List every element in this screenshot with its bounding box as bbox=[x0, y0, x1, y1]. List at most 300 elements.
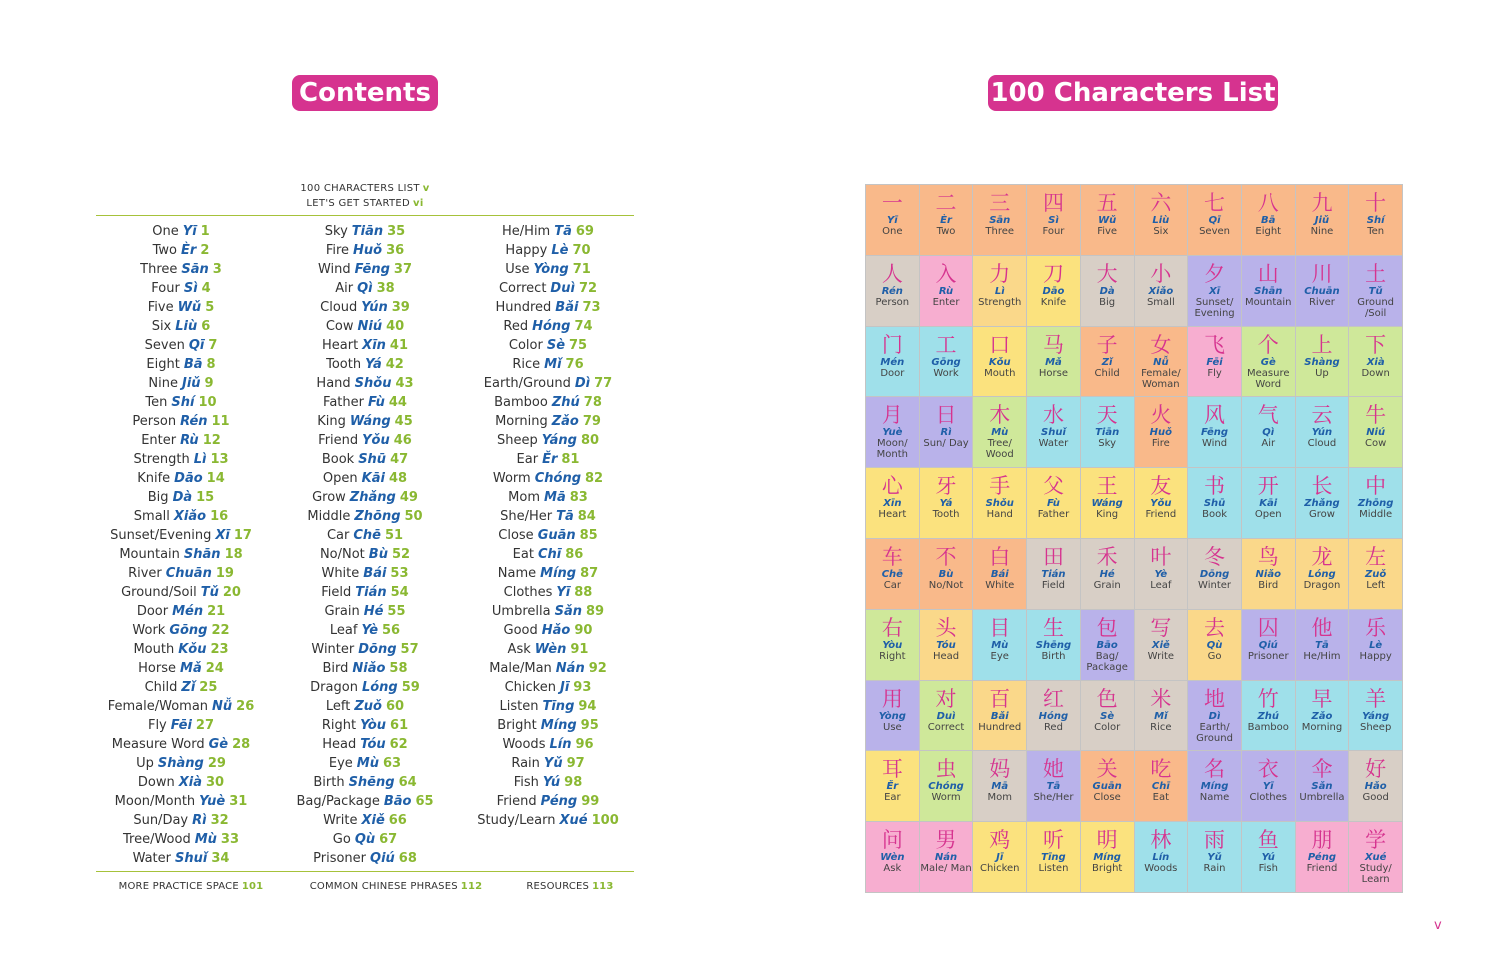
toc-entry[interactable] bbox=[462, 317, 634, 336]
character-cell bbox=[1027, 468, 1080, 538]
character-english: Tree/ Wood bbox=[985, 438, 1014, 461]
toc-entry[interactable] bbox=[280, 564, 450, 583]
toc-entry-page: 19 bbox=[215, 566, 234, 581]
toc-entry-english: Red bbox=[503, 319, 529, 334]
toc-entry[interactable] bbox=[462, 260, 634, 279]
character-english: Earth/ Ground bbox=[1196, 721, 1233, 744]
back-matter-item[interactable] bbox=[96, 881, 286, 892]
top-divider bbox=[96, 215, 634, 216]
toc-entry[interactable] bbox=[462, 697, 634, 716]
toc-entry[interactable] bbox=[96, 811, 266, 830]
toc-entry[interactable] bbox=[280, 849, 450, 868]
toc-entry-pinyin: Kǒu bbox=[178, 642, 207, 657]
toc-entry-pinyin: Xiǎo bbox=[173, 509, 207, 524]
toc-entry[interactable] bbox=[96, 583, 266, 602]
character-pinyin: Jī bbox=[996, 852, 1004, 864]
toc-entry[interactable] bbox=[96, 488, 266, 507]
character-cell bbox=[866, 539, 919, 609]
character-pinyin: Qù bbox=[1206, 639, 1223, 651]
toc-entry-page: 5 bbox=[205, 300, 215, 315]
toc-entry-page: 28 bbox=[232, 737, 251, 752]
character-cell bbox=[1188, 822, 1241, 892]
toc-entry[interactable] bbox=[462, 469, 634, 488]
toc-entry[interactable] bbox=[96, 697, 266, 716]
character-glyph: 听 bbox=[1042, 828, 1064, 853]
toc-entry[interactable] bbox=[280, 830, 450, 849]
toc-entry[interactable] bbox=[280, 678, 450, 697]
toc-entry-pinyin: Dì bbox=[574, 376, 591, 391]
toc-entry-english: Umbrella bbox=[491, 604, 551, 619]
character-cell bbox=[866, 610, 919, 680]
toc-entry[interactable] bbox=[96, 431, 266, 450]
character-cell bbox=[1242, 256, 1295, 326]
toc-entry[interactable] bbox=[280, 298, 450, 317]
character-pinyin: Rù bbox=[938, 285, 954, 297]
toc-entry-english: Male/Man bbox=[489, 661, 552, 676]
toc-entry[interactable] bbox=[280, 697, 450, 716]
toc-entry-pinyin: Rén bbox=[180, 414, 208, 429]
character-english: Two bbox=[936, 226, 956, 237]
toc-entry[interactable] bbox=[96, 792, 266, 811]
toc-entry-english: Name bbox=[497, 566, 537, 581]
toc-entry-pinyin: Dāo bbox=[174, 471, 203, 486]
character-glyph: 马 bbox=[1042, 332, 1064, 357]
character-cell bbox=[866, 822, 919, 892]
character-glyph: 子 bbox=[1096, 332, 1118, 357]
toc-entry[interactable] bbox=[280, 545, 450, 564]
toc-entry[interactable] bbox=[96, 735, 266, 754]
toc-entry-page: 73 bbox=[582, 300, 601, 315]
toc-entry-english: Use bbox=[505, 262, 530, 277]
character-pinyin: Sān bbox=[989, 215, 1011, 226]
character-english: Middle bbox=[1359, 509, 1393, 521]
toc-entry[interactable] bbox=[462, 336, 634, 355]
character-cell bbox=[1081, 539, 1134, 609]
toc-entry[interactable] bbox=[462, 279, 634, 298]
toc-entry[interactable] bbox=[96, 773, 266, 792]
character-glyph: 色 bbox=[1096, 686, 1118, 711]
toc-entry-english: Prisoner bbox=[313, 851, 367, 866]
toc-entry[interactable] bbox=[280, 659, 450, 678]
toc-entry[interactable] bbox=[96, 602, 266, 621]
toc-entry-pinyin: Mā bbox=[544, 490, 566, 505]
character-cell bbox=[973, 539, 1026, 609]
toc-entry[interactable] bbox=[462, 374, 634, 393]
character-glyph: 吃 bbox=[1150, 757, 1172, 782]
character-pinyin: Sǎn bbox=[1311, 781, 1333, 793]
character-cell bbox=[1188, 539, 1241, 609]
character-pinyin: Mā bbox=[991, 781, 1009, 793]
character-glyph: 刀 bbox=[1042, 261, 1064, 286]
character-cell bbox=[920, 327, 973, 397]
character-english: Happy bbox=[1359, 650, 1392, 662]
toc-entry-pinyin: Tián bbox=[355, 585, 387, 600]
toc-entry[interactable] bbox=[280, 811, 450, 830]
character-english: Enter bbox=[932, 296, 960, 308]
toc-entry[interactable] bbox=[280, 431, 450, 450]
toc-entry-pinyin: Tīng bbox=[542, 699, 575, 714]
character-cell bbox=[1135, 468, 1188, 538]
character-english: Left bbox=[1366, 580, 1386, 591]
toc-entry[interactable] bbox=[280, 773, 450, 792]
character-glyph: 目 bbox=[989, 615, 1011, 640]
toc-entry[interactable] bbox=[462, 621, 634, 640]
toc-entry-pinyin: Huǒ bbox=[353, 243, 383, 258]
toc-entry[interactable] bbox=[96, 678, 266, 697]
character-glyph: 长 bbox=[1311, 474, 1333, 499]
toc-entry-pinyin: Mǐ bbox=[544, 357, 562, 372]
character-glyph: 月 bbox=[881, 403, 903, 428]
character-cell bbox=[920, 256, 973, 326]
character-pinyin: Huǒ bbox=[1149, 427, 1173, 439]
character-cell bbox=[1081, 185, 1134, 255]
front-matter-item[interactable] bbox=[96, 198, 634, 209]
toc-entry-pinyin: Bái bbox=[363, 566, 387, 581]
character-english: Book bbox=[1202, 509, 1227, 521]
toc-entry-english: Field bbox=[321, 585, 352, 600]
character-pinyin: Chuān bbox=[1304, 285, 1340, 297]
character-glyph: 雨 bbox=[1204, 828, 1226, 853]
character-glyph: 父 bbox=[1042, 474, 1064, 499]
toc-entry-english: Father bbox=[323, 395, 364, 410]
toc-entry-page: 39 bbox=[391, 300, 410, 315]
toc-entry[interactable] bbox=[280, 583, 450, 602]
character-english: Friend bbox=[1145, 509, 1177, 521]
character-glyph: 生 bbox=[1042, 615, 1064, 640]
toc-entry-page: 26 bbox=[236, 699, 255, 714]
character-glyph: 红 bbox=[1042, 686, 1064, 711]
toc-entry[interactable] bbox=[462, 431, 634, 450]
toc-entry[interactable] bbox=[462, 773, 634, 792]
toc-entry[interactable] bbox=[462, 754, 634, 773]
character-pinyin: Ěr bbox=[886, 781, 899, 793]
toc-entry-page: 93 bbox=[573, 680, 592, 695]
toc-entry-pinyin: Yuè bbox=[199, 794, 226, 809]
character-glyph: 五 bbox=[1096, 191, 1118, 215]
toc-entry[interactable] bbox=[462, 678, 634, 697]
toc-entry-pinyin: Gè bbox=[208, 737, 229, 752]
character-pinyin: Zǐ bbox=[1101, 356, 1113, 368]
character-glyph: 包 bbox=[1096, 615, 1118, 640]
toc-entry[interactable] bbox=[462, 583, 634, 602]
toc-entry-page: 83 bbox=[569, 490, 588, 505]
character-cell bbox=[1188, 468, 1241, 538]
toc-entry[interactable] bbox=[96, 412, 266, 431]
toc-entry-pinyin: Yī bbox=[182, 224, 197, 239]
toc-entry-pinyin: Kāi bbox=[361, 471, 385, 486]
character-english: Air bbox=[1261, 438, 1276, 450]
toc-entry[interactable] bbox=[96, 564, 266, 583]
back-matter-label: RESOURCES bbox=[526, 881, 590, 892]
character-pinyin: Shǒu bbox=[985, 498, 1014, 510]
toc-entry-english: Book bbox=[321, 452, 355, 467]
toc-entry-english: She/Her bbox=[500, 509, 553, 524]
toc-entry-english: Five bbox=[147, 300, 174, 315]
character-pinyin: Tǔ bbox=[1368, 285, 1383, 297]
toc-entry-page: 40 bbox=[386, 319, 405, 334]
toc-entry-english: Chicken bbox=[504, 680, 556, 695]
toc-entry-pinyin: Bā bbox=[183, 357, 203, 372]
character-pinyin: Èr bbox=[940, 215, 952, 226]
character-english: Prisoner bbox=[1247, 650, 1289, 662]
character-pinyin: Rén bbox=[881, 285, 903, 297]
character-glyph: 女 bbox=[1150, 332, 1172, 357]
toc-entry-page: 2 bbox=[200, 243, 210, 258]
toc-entry[interactable] bbox=[96, 393, 266, 412]
character-glyph: 百 bbox=[989, 686, 1011, 711]
toc-entry[interactable] bbox=[96, 659, 266, 678]
toc-entry[interactable] bbox=[462, 393, 634, 412]
toc-entry[interactable] bbox=[96, 545, 266, 564]
toc-entry-page: 11 bbox=[211, 414, 230, 429]
toc-entry[interactable] bbox=[462, 298, 634, 317]
toc-entry-page: 14 bbox=[206, 471, 225, 486]
toc-entry[interactable] bbox=[462, 450, 634, 469]
toc-entry[interactable] bbox=[462, 792, 634, 811]
toc-entry-pinyin: Qī bbox=[188, 338, 205, 353]
character-pinyin: Nán bbox=[934, 852, 958, 864]
toc-entry[interactable] bbox=[280, 355, 450, 374]
toc-entry[interactable] bbox=[280, 412, 450, 431]
toc-entry-pinyin: Fēng bbox=[354, 262, 390, 277]
character-english: Knife bbox=[1040, 296, 1067, 308]
toc-entry[interactable] bbox=[96, 716, 266, 735]
character-glyph: 友 bbox=[1150, 474, 1172, 499]
toc-entry[interactable] bbox=[280, 393, 450, 412]
character-pinyin: Mǐ bbox=[1154, 710, 1168, 722]
toc-entry-english: Head bbox=[322, 737, 357, 752]
toc-entry[interactable] bbox=[96, 830, 266, 849]
toc-entry-pinyin: Shuǐ bbox=[175, 851, 208, 866]
toc-entry-page: 22 bbox=[211, 623, 230, 638]
toc-entry[interactable] bbox=[462, 602, 634, 621]
back-matter-page: 113 bbox=[592, 881, 614, 892]
toc-entry[interactable] bbox=[280, 792, 450, 811]
character-cell bbox=[1135, 397, 1188, 467]
toc-entry-english: Eight bbox=[146, 357, 180, 372]
toc-entry[interactable] bbox=[462, 811, 634, 830]
toc-entry[interactable] bbox=[280, 241, 450, 260]
toc-entry[interactable] bbox=[280, 222, 450, 241]
character-cell bbox=[920, 468, 973, 538]
toc-entry[interactable] bbox=[96, 317, 266, 336]
toc-entry[interactable] bbox=[280, 260, 450, 279]
toc-entry-page: 17 bbox=[233, 528, 252, 543]
toc-entry[interactable] bbox=[280, 754, 450, 773]
toc-entry[interactable] bbox=[280, 488, 450, 507]
toc-entry[interactable] bbox=[280, 374, 450, 393]
character-pinyin: Zhǎng bbox=[1304, 498, 1340, 510]
toc-entry-page: 60 bbox=[386, 699, 405, 714]
toc-entry[interactable] bbox=[280, 469, 450, 488]
toc-entry-page: 27 bbox=[195, 718, 215, 733]
toc-entry-english: Sheep bbox=[496, 433, 538, 448]
character-cell bbox=[1296, 822, 1349, 892]
character-pinyin: Wǔ bbox=[1098, 215, 1117, 226]
toc-entry-pinyin: Tā bbox=[554, 224, 572, 239]
character-pinyin: Yǒu bbox=[1150, 498, 1172, 510]
character-cell bbox=[920, 397, 973, 467]
character-pinyin: Dì bbox=[1208, 710, 1221, 722]
character-glyph: 力 bbox=[989, 261, 1011, 286]
character-cell bbox=[1296, 397, 1349, 467]
toc-entry[interactable] bbox=[96, 260, 266, 279]
toc-entry[interactable] bbox=[96, 298, 266, 317]
toc-entry-page: 13 bbox=[210, 452, 229, 467]
toc-entry-english: Earth/Ground bbox=[483, 376, 571, 391]
toc-entry-pinyin: Ěr bbox=[542, 452, 558, 467]
character-pinyin: Lóng bbox=[1308, 569, 1336, 580]
character-cell bbox=[1242, 681, 1295, 751]
toc-entry-page: 37 bbox=[393, 262, 412, 277]
character-glyph: 气 bbox=[1257, 403, 1279, 428]
toc-entry[interactable] bbox=[462, 735, 634, 754]
back-matter-page: 101 bbox=[241, 881, 264, 892]
toc-entry[interactable] bbox=[462, 640, 634, 659]
toc-entry-english: Study/Learn bbox=[477, 813, 556, 828]
character-english: Six bbox=[1153, 226, 1169, 237]
character-english: Down bbox=[1361, 367, 1390, 379]
character-pinyin: Sì bbox=[1048, 215, 1059, 226]
toc-entry[interactable] bbox=[280, 621, 450, 640]
toc-entry-page: 8 bbox=[206, 357, 216, 372]
front-matter-item[interactable] bbox=[96, 183, 634, 194]
character-english: Go bbox=[1207, 650, 1222, 662]
character-glyph: 六 bbox=[1150, 191, 1172, 215]
character-glyph: 白 bbox=[989, 545, 1011, 569]
toc-entry-pinyin: Jiǔ bbox=[181, 376, 201, 391]
character-glyph: 中 bbox=[1365, 474, 1387, 499]
character-pinyin: Péng bbox=[1307, 852, 1336, 864]
character-pinyin: Yú bbox=[1261, 852, 1275, 864]
toc-entry[interactable] bbox=[280, 507, 450, 526]
toc-entry[interactable] bbox=[462, 716, 634, 735]
character-glyph: 门 bbox=[881, 332, 903, 357]
toc-entry[interactable] bbox=[96, 621, 266, 640]
toc-entry[interactable] bbox=[462, 545, 634, 564]
toc-entry-page: 90 bbox=[574, 623, 593, 638]
toc-entry-pinyin: Mǎ bbox=[180, 661, 202, 676]
toc-entry-english: Leaf bbox=[329, 623, 358, 638]
toc-entry[interactable] bbox=[462, 355, 634, 374]
character-cell bbox=[973, 256, 1026, 326]
toc-entry-pinyin: Chóng bbox=[534, 471, 582, 486]
character-pinyin: Wáng bbox=[1091, 498, 1123, 510]
toc-entry[interactable] bbox=[462, 222, 634, 241]
toc-entry[interactable] bbox=[280, 279, 450, 298]
toc-entry-pinyin: Shí bbox=[171, 395, 195, 410]
toc-entry-page: 88 bbox=[574, 585, 593, 600]
toc-entry-english: Winter bbox=[311, 642, 355, 657]
toc-entry[interactable] bbox=[96, 241, 266, 260]
toc-entry[interactable] bbox=[96, 640, 266, 659]
toc-entry[interactable] bbox=[462, 526, 634, 545]
toc-entry[interactable] bbox=[280, 640, 450, 659]
toc-entry[interactable] bbox=[462, 412, 634, 431]
character-english: Open bbox=[1254, 509, 1282, 521]
toc-entry-page: 52 bbox=[391, 547, 411, 562]
character-glyph: 衣 bbox=[1257, 757, 1279, 782]
back-matter-item[interactable] bbox=[296, 881, 496, 892]
character-pinyin: Chī bbox=[1151, 781, 1170, 793]
toc-entry-pinyin: Yá bbox=[365, 357, 382, 372]
toc-entry[interactable] bbox=[462, 564, 634, 583]
toc-entry[interactable] bbox=[96, 279, 266, 298]
character-glyph: 用 bbox=[881, 686, 903, 711]
character-glyph: 小 bbox=[1150, 261, 1172, 286]
toc-entry[interactable] bbox=[96, 450, 266, 469]
toc-entry-english: Friend bbox=[496, 794, 537, 809]
toc-entry-page: 97 bbox=[566, 756, 585, 771]
toc-entry-page: 67 bbox=[379, 832, 398, 847]
toc-entry[interactable] bbox=[280, 450, 450, 469]
character-english: Bird bbox=[1258, 580, 1279, 591]
character-english: Worm bbox=[931, 792, 961, 804]
character-glyph: 个 bbox=[1257, 332, 1279, 357]
toc-entry[interactable] bbox=[96, 355, 266, 374]
toc-entry[interactable] bbox=[96, 469, 266, 488]
character-cell bbox=[920, 539, 973, 609]
character-english: River bbox=[1308, 296, 1335, 308]
character-pinyin: Niú bbox=[1366, 427, 1386, 439]
toc-entry[interactable] bbox=[462, 659, 634, 678]
character-glyph: 鸟 bbox=[1257, 545, 1279, 569]
toc-entry[interactable] bbox=[280, 735, 450, 754]
toc-entry[interactable] bbox=[280, 526, 450, 545]
character-glyph: 地 bbox=[1204, 686, 1226, 711]
toc-entry[interactable] bbox=[462, 488, 634, 507]
toc-entry-english: Good bbox=[503, 623, 538, 638]
toc-entry-page: 100 bbox=[591, 813, 619, 828]
character-cell bbox=[866, 468, 919, 538]
toc-entry[interactable] bbox=[96, 222, 266, 241]
character-glyph: 头 bbox=[935, 615, 957, 640]
toc-entry[interactable] bbox=[96, 374, 266, 393]
page-number: v bbox=[1434, 918, 1442, 933]
toc-entry[interactable] bbox=[462, 507, 634, 526]
character-pinyin: Dà bbox=[1099, 285, 1115, 297]
toc-entry[interactable] bbox=[280, 602, 450, 621]
toc-entry[interactable] bbox=[280, 716, 450, 735]
character-cell bbox=[1349, 822, 1402, 892]
toc-entry[interactable] bbox=[96, 507, 266, 526]
character-cell bbox=[1296, 681, 1349, 751]
toc-entry-english: Mom bbox=[508, 490, 541, 505]
toc-entry[interactable] bbox=[96, 526, 266, 545]
toc-entry-page: 99 bbox=[581, 794, 600, 809]
toc-entry[interactable] bbox=[96, 849, 266, 868]
toc-entry[interactable] bbox=[280, 317, 450, 336]
toc-entry-page: 68 bbox=[398, 851, 417, 866]
toc-entry-english: White bbox=[321, 566, 360, 581]
character-cell bbox=[1027, 256, 1080, 326]
back-matter-item[interactable] bbox=[506, 881, 634, 892]
toc-entry-pinyin: Shēng bbox=[348, 775, 395, 790]
toc-entry[interactable] bbox=[96, 754, 266, 773]
toc-entry-english: Nine bbox=[148, 376, 178, 391]
character-english: Small bbox=[1146, 296, 1175, 308]
toc-entry-english: Correct bbox=[498, 281, 547, 296]
character-glyph: 下 bbox=[1365, 332, 1387, 357]
toc-entry-pinyin: Zuǒ bbox=[354, 699, 382, 714]
toc-entry[interactable] bbox=[280, 336, 450, 355]
character-pinyin: Kāi bbox=[1259, 498, 1278, 510]
toc-entry-english: Right bbox=[321, 718, 357, 733]
toc-entry-english: One bbox=[152, 224, 179, 239]
character-pinyin: Liù bbox=[1152, 215, 1170, 226]
toc-entry[interactable] bbox=[96, 336, 266, 355]
toc-entry[interactable] bbox=[462, 241, 634, 260]
